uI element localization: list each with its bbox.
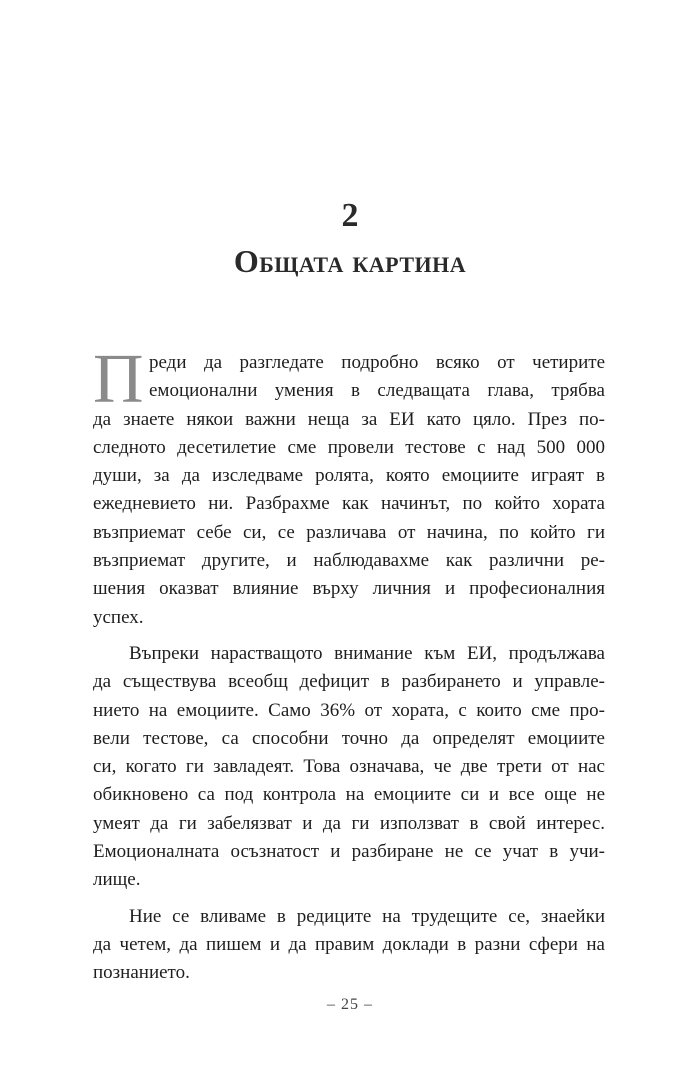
paragraph-1 [93, 341, 605, 632]
text-line: да съществува всеобщ дефицит в разбирането и управле- [93, 671, 605, 693]
paragraph-2 [93, 640, 605, 895]
text-line: Ние се вливаме в редиците на трудещите се, знаейки [129, 905, 605, 927]
text-line: емоционални умения в следващата глава, трябва [149, 380, 605, 402]
text-line: реди да разгледате подробно всяко от четирите [149, 352, 605, 373]
text-line: души, за да изследваме ролята, която емоциите играят в [93, 465, 605, 487]
text-line: следното десетилетие сме провели тестове с над 500 000 [93, 436, 605, 458]
page-number: – 25 – [327, 996, 373, 1013]
body-text [93, 341, 605, 988]
text-line: нието на емоциите. Само 36% от хората, с които сме про- [93, 699, 605, 721]
text-line: вели тестове, са способни точно да определят емоциите [93, 727, 605, 749]
text-line: лище. [93, 869, 141, 891]
text-line: познанието. [93, 962, 190, 984]
text-line: Въпреки нарастващото внимание към ЕИ, продължава [129, 642, 605, 664]
text-line: да знаете някои важни неща за ЕИ като цяло. През по- [93, 408, 605, 430]
text-line: възприемат себе си, се различава от начина, по който ги [93, 521, 605, 543]
text-line: да четем, да пишем и да правим доклади в разни сфери на [93, 933, 605, 955]
text-line: умеят да ги забелязват и да ги използват в свой интерес. [93, 812, 605, 834]
text-line: Емоционалната осъзнатост и разбиране не се учат в учи- [93, 841, 605, 863]
chapter-title: Общата картина [233, 243, 467, 279]
text-line: възприемат другите, и наблюдавахме как различни ре- [93, 550, 605, 572]
drop-cap: П [93, 341, 144, 418]
chapter-number: 2 [341, 197, 359, 234]
text-line: успех. [93, 606, 144, 628]
text-line: шения оказват влияние върху личния и професионалния [93, 578, 605, 600]
paragraph-3 [93, 903, 605, 988]
text-line: ежедневието ни. Разбрахме как начинът, по който хората [93, 493, 605, 515]
text-line: обикновено са под контрола на емоциите си и все още не [93, 784, 605, 806]
text-line: си, когато ги завладеят. Това означава, че две трети от нас [93, 756, 605, 778]
